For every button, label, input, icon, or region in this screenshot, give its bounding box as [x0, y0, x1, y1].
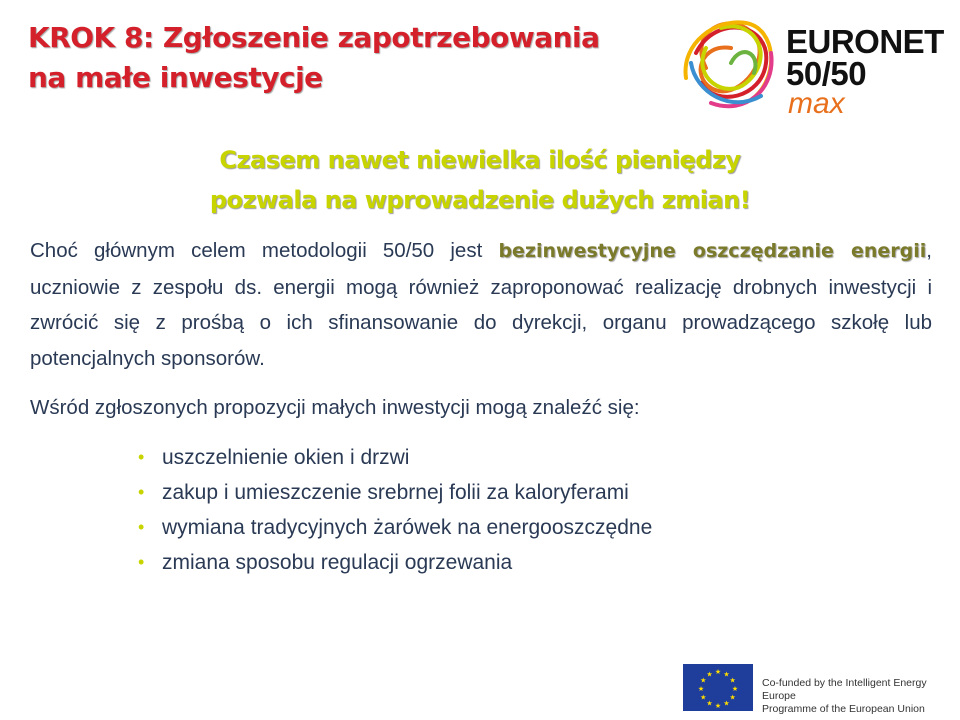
list-item	[136, 440, 652, 475]
footer-line-2: Programme of the European Union	[762, 703, 925, 715]
svg-text:★: ★	[700, 693, 707, 702]
eu-flag-icon	[683, 664, 753, 711]
svg-text:★: ★	[729, 676, 736, 685]
paragraph-list-intro: Wśród zgłoszonych propozycji małych inwestycji mogą znaleźć się:	[30, 396, 640, 419]
list-item-text: uszczelnienie okien i drzwi	[162, 446, 410, 469]
paragraph-intro	[30, 233, 932, 376]
bullet-icon: •	[138, 447, 145, 467]
slide-title	[28, 18, 648, 98]
svg-text:★: ★	[714, 702, 722, 710]
svg-text:★: ★	[700, 676, 707, 685]
svg-text:★: ★	[706, 670, 713, 679]
logo-name: EURONET	[786, 23, 944, 60]
footer-line-1: Co-funded by the Intelligent Energy Europe	[762, 677, 927, 702]
investment-list	[136, 440, 652, 580]
bullet-icon: •	[138, 517, 145, 537]
bullet-icon: •	[138, 552, 145, 572]
svg-text:★: ★	[723, 699, 730, 708]
list-item	[136, 475, 652, 510]
svg-text:★: ★	[723, 670, 730, 679]
list-item-text: zmiana sposobu regulacji ogrzewania	[162, 551, 513, 574]
tagline	[0, 140, 960, 220]
paragraph-intro-emphasis: bezinwestycyjne oszczędzanie energii	[498, 240, 927, 262]
svg-text:★: ★	[729, 693, 736, 702]
footer-cofunding	[762, 677, 960, 716]
bullet-icon: •	[138, 482, 145, 502]
svg-text:★: ★	[714, 668, 722, 676]
tagline-line-2: pozwala na wprowadzenie dużych zmian!	[209, 186, 751, 214]
euronet-logo-text	[786, 23, 944, 120]
slide-title-line-1: KROK 8: Zgłoszenie zapotrzebowania	[28, 21, 600, 54]
paragraph-intro-rest: , uczniowie z zespołu ds. energii mogą również zaproponować realizację drobnych inwestycji i zwrócić się z prośbą o ich sfinansowanie do dyrekcji, organu prowadzącego szkołę lub potencjalnych sponsorów.	[30, 239, 932, 370]
list-item-text: zakup i umieszczenie srebrnej folii za kaloryferami	[162, 481, 629, 504]
slide-title-line-2: na małe inwestycje	[28, 61, 323, 94]
list-item	[136, 510, 652, 545]
svg-text:★: ★	[697, 685, 705, 693]
svg-text:★: ★	[706, 699, 713, 708]
list-item-text: wymiana tradycyjnych żarówek na energooszczędne	[162, 516, 653, 539]
paragraph-intro-start: Choć głównym celem metodologii 50/50 jest	[30, 239, 499, 262]
logo-suffix: max	[788, 87, 845, 120]
svg-text:★: ★	[731, 685, 739, 693]
tagline-line-1: Czasem nawet niewielka ilość pieniędzy	[219, 146, 741, 174]
list-item	[136, 545, 652, 580]
logo-number: 50/50	[786, 55, 867, 92]
